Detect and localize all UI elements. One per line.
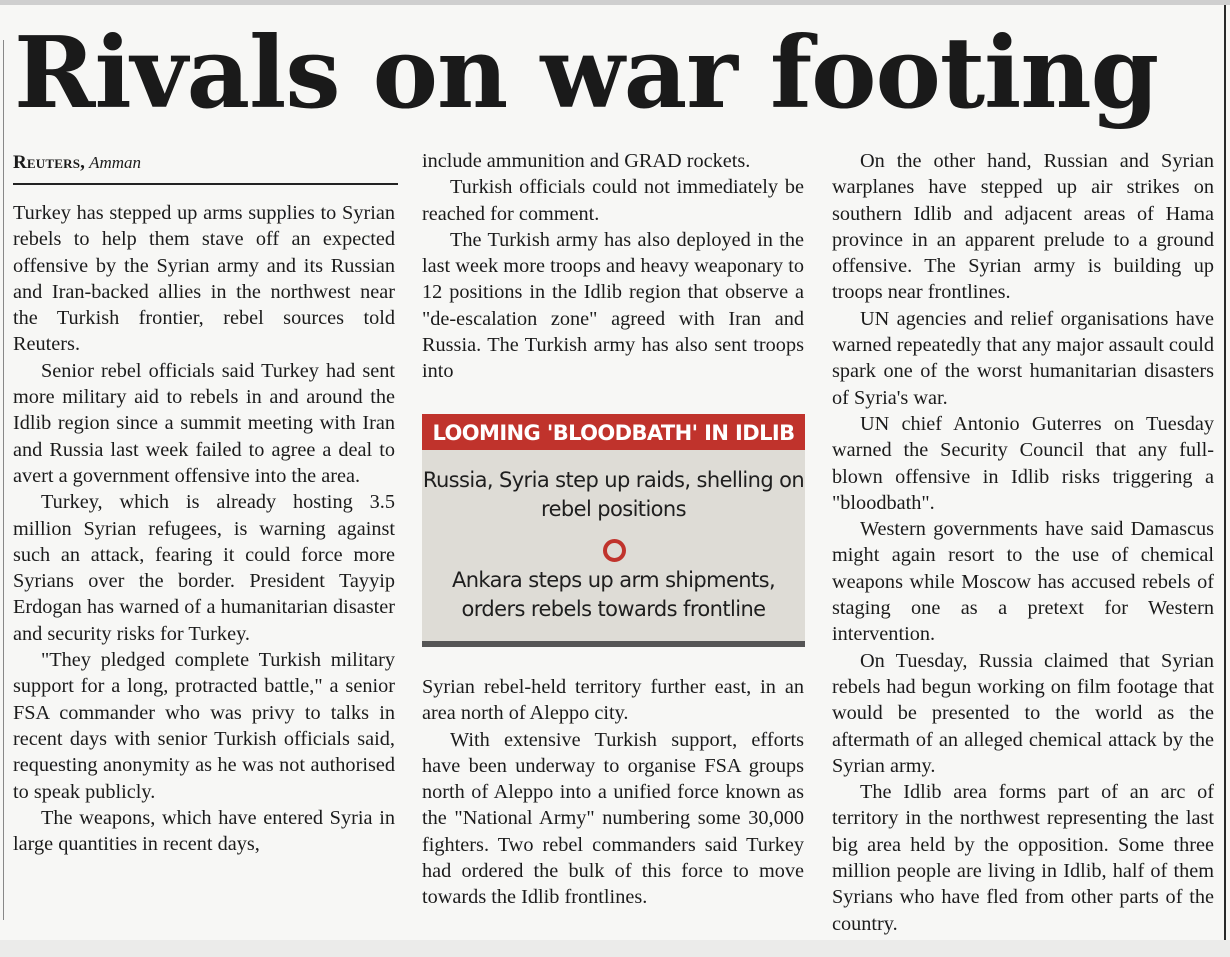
- byline: [13, 152, 398, 174]
- paragraph: With extensive Turkish support, efforts have been underway to organise FSA groups north of Aleppo into a unified force known as the "National Army" numbering some 30,000 fighters. Two rebel commanders said Turkey had ordered the bulk of this force to move towards the Idlib frontlines.: [422, 728, 804, 909]
- paragraph: Senior rebel officials said Turkey had sent more military aid to rebels in and around the Idlib region since a summit meeting with Iran and Russia last week failed to agree a deal to avert a government offensive into the area.: [13, 359, 395, 487]
- right-border: [1224, 5, 1226, 945]
- circle-bullet-icon: [603, 539, 626, 562]
- article-column-2-top: [422, 148, 804, 385]
- paragraph: Turkey has stepped up arms supplies to Syrian rebels to help them stave off an expected offensive by the Syrian army and its Russian and Iran-backed allies in the northwest near the Turkish frontier, rebel sources told Reuters.: [13, 202, 395, 356]
- sidebar-box: [422, 414, 805, 647]
- headline: Rivals on war footing: [14, 16, 1159, 131]
- byline-agency: Reuters,: [13, 152, 86, 173]
- paragraph: Syrian rebel-held territory further east, in an area north of Aleppo city.: [422, 676, 804, 725]
- bottom-margin: [0, 940, 1230, 957]
- paragraph: On the other hand, Russian and Syrian warplanes have stepped up air strikes on southern Idlib and adjacent areas of Hama province in an apparent prelude to a ground offensive. The Syrian army is building up troops near frontlines.: [832, 150, 1214, 304]
- paragraph: Western governments have said Damascus might again resort to the use of chemical weapons while Moscow has accused rebels of staging one as a pretext for Western intervention.: [832, 518, 1214, 646]
- sidebar-box-item-2: Ankara steps up arm shipments, orders rebels towards frontline: [451, 568, 776, 621]
- paragraph: UN chief Antonio Guterres on Tuesday warned the Security Council that any full-blown offensive in Idlib risks triggering a "bloodbath".: [832, 412, 1214, 514]
- article-column-3: [832, 148, 1214, 937]
- paragraph: Turkish officials could not immediately be reached for comment.: [422, 176, 804, 225]
- paragraph: UN agencies and relief organisations have warned repeatedly that any major assault could spark one of the worst humanitarian disasters of Syria's war.: [832, 307, 1214, 409]
- paragraph: The weapons, which have entered Syria in large quantities in recent days,: [13, 806, 395, 856]
- byline-place: Amman: [89, 153, 142, 172]
- paragraph: The Idlib area forms part of an arc of territory in the northwest representing the last big area held by the opposition. Some three million people are living in Idlib, half of them Syrians who have fled from other parts of the country.: [832, 781, 1214, 935]
- paragraph: "They pledged complete Turkish military support for a long, protracted battle," a senior FSA commander who was privy to talks in recent days with senior Turkish officials said, requesting anonymity as he was not authorised to speak publicly.: [13, 649, 395, 803]
- article-column-1: [13, 200, 395, 857]
- byline-rule: [13, 183, 398, 185]
- paragraph: On Tuesday, Russia claimed that Syrian rebels had begun working on film footage that would be presented to the world as the aftermath of an alleged chemical attack by the Syrian army.: [832, 649, 1214, 777]
- sidebar-box-heading: LOOMING 'BLOODBATH' IN IDLIB: [422, 414, 805, 450]
- sidebar-box-bottom-rule: [422, 641, 805, 647]
- left-border: [3, 40, 4, 920]
- paragraph: include ammunition and GRAD rockets.: [422, 150, 751, 172]
- article-column-2-bottom: [422, 674, 804, 911]
- sidebar-box-item-1: Russia, Syria step up raids, shelling on rebel positions: [422, 468, 805, 521]
- paragraph: The Turkish army has also deployed in the last week more troops and heavy weaponary to 12 positions in the Idlib region that observe a "de-escalation zone" agreed with Iran and Russia. The Turkish army has also sent troops into: [422, 228, 804, 383]
- paragraph: Turkey, which is already hosting 3.5 million Syrian refugees, is warning against such an attack, fearing it could force more Syrians over the border. President Tayyip Erdogan has warned of a humanitarian disaster and security risks for Turkey.: [13, 491, 395, 645]
